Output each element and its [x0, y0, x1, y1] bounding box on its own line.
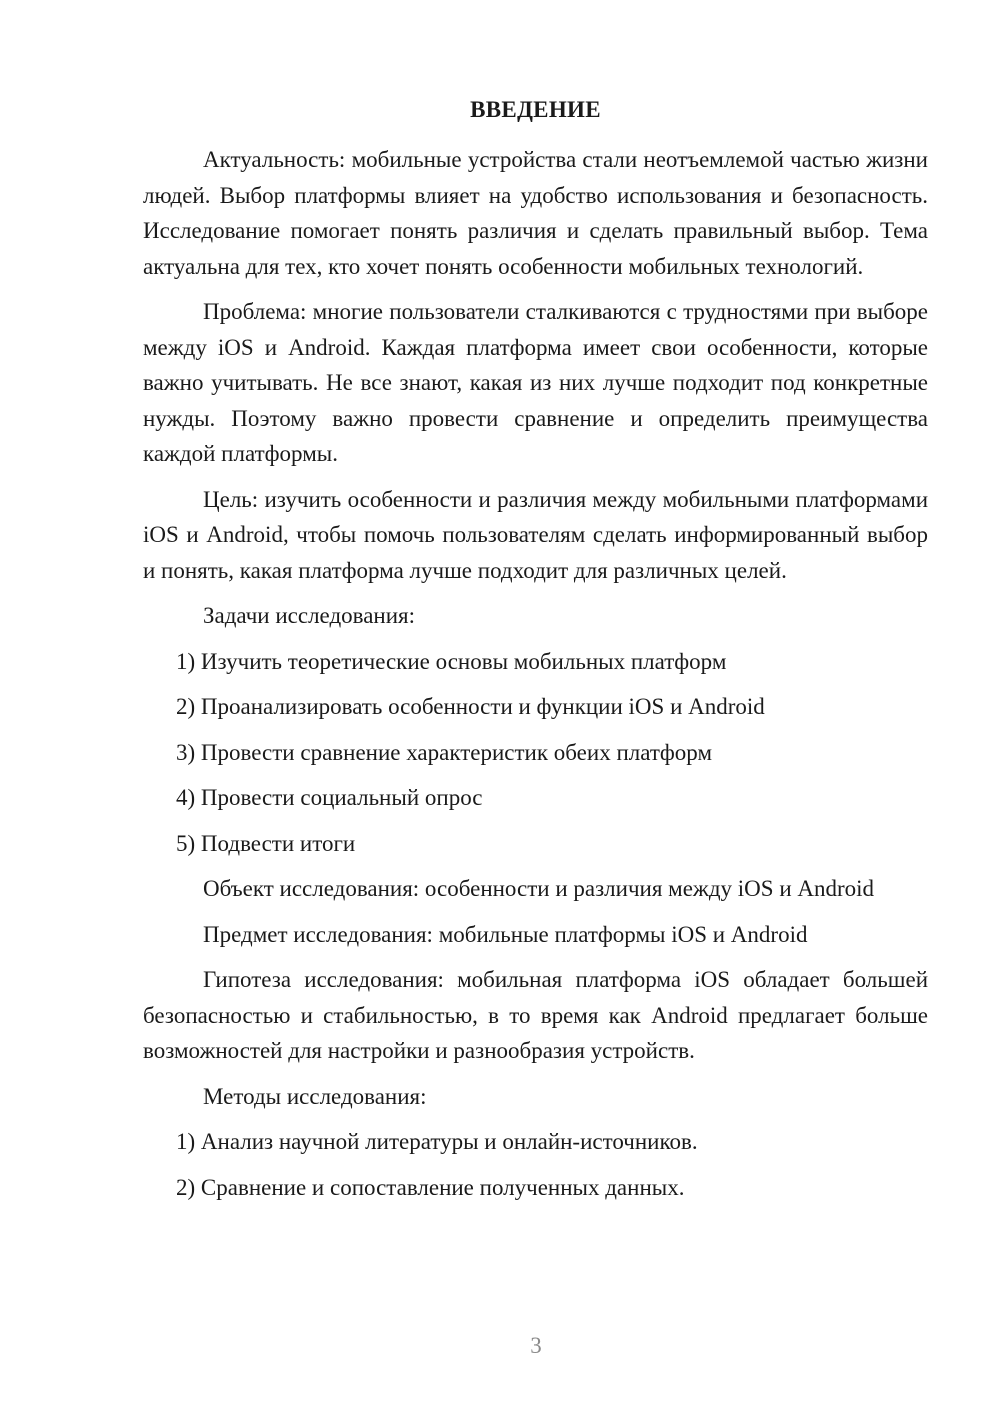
list-item	[143, 1124, 928, 1160]
list-item-text: Анализ научной литературы и онлайн-источников.	[200, 1129, 698, 1154]
list-item-number: 1)	[176, 648, 196, 674]
list-item-text: Сравнение и сопоставление полученных данных.	[200, 1174, 685, 1200]
list-item-number: 3)	[176, 739, 196, 765]
page-number: 3	[530, 1333, 542, 1358]
tasks-heading: Задачи исследования:	[203, 603, 416, 628]
methods-list	[143, 1124, 928, 1205]
list-item-text: Проанализировать особенности и функции iOS и Android	[200, 694, 765, 719]
list-item-text: Провести социальный опрос	[200, 785, 483, 810]
methods-heading: Методы исследования:	[203, 1083, 427, 1109]
list-item	[143, 826, 928, 862]
problem-paragraph: Проблема: многие пользователи сталкиваются с трудностями при выборе между iOS и Android. Каждая платформа имеет свои особенности, которые важно учитывать. Не все знают, какая из них лучше подходит под конкретные нужды. Поэтому важно провести сравнение и определить преимущества каждой платформы.	[143, 299, 928, 466]
goal-paragraph: Цель: изучить особенности и различия между мобильными платформами iOS и Android, чтобы помочь пользователям сделать информированный выбор и понять, какая платформа лучше подходит для различных целей.	[143, 486, 928, 583]
relevance-paragraph: Актуальность: мобильные устройства стали неотъемлемой частью жизни людей. Выбор платформы влияет на удобство использования и безопасность. Исследование помогает понять различия и сделать правильный выбор. Тема актуальна для тех, кто хочет понять особенности мобильных технологий.	[143, 147, 928, 279]
section-title: ВВЕДЕНИЕ	[470, 97, 601, 122]
list-item-text: Провести сравнение характеристик обеих платформ	[200, 739, 712, 765]
list-item-number: 2)	[176, 694, 196, 719]
list-item	[143, 780, 928, 816]
list-item-number: 2)	[176, 1174, 196, 1200]
list-item-number: 4)	[176, 785, 196, 810]
tasks-list	[143, 644, 928, 862]
list-item-text: Изучить теоретические основы мобильных платформ	[200, 648, 727, 674]
list-item-number: 1)	[176, 1129, 196, 1154]
list-item	[143, 735, 928, 771]
page-content	[143, 94, 928, 1215]
list-item	[143, 644, 928, 680]
list-item-number: 5)	[176, 830, 196, 856]
object-paragraph: Объект исследования: особенности и различия между iOS и Android	[203, 876, 875, 901]
list-item	[143, 1170, 928, 1206]
hypothesis-paragraph: Гипотеза исследования: мобильная платформа iOS обладает большей безопасностью и стабильностью, в то время как Android предлагает больше возможностей для настройки и разнообразия устройств.	[143, 967, 928, 1063]
list-item-text: Подвести итоги	[200, 830, 356, 856]
subject-paragraph: Предмет исследования: мобильные платформы iOS и Android	[203, 921, 808, 947]
list-item	[143, 689, 928, 725]
